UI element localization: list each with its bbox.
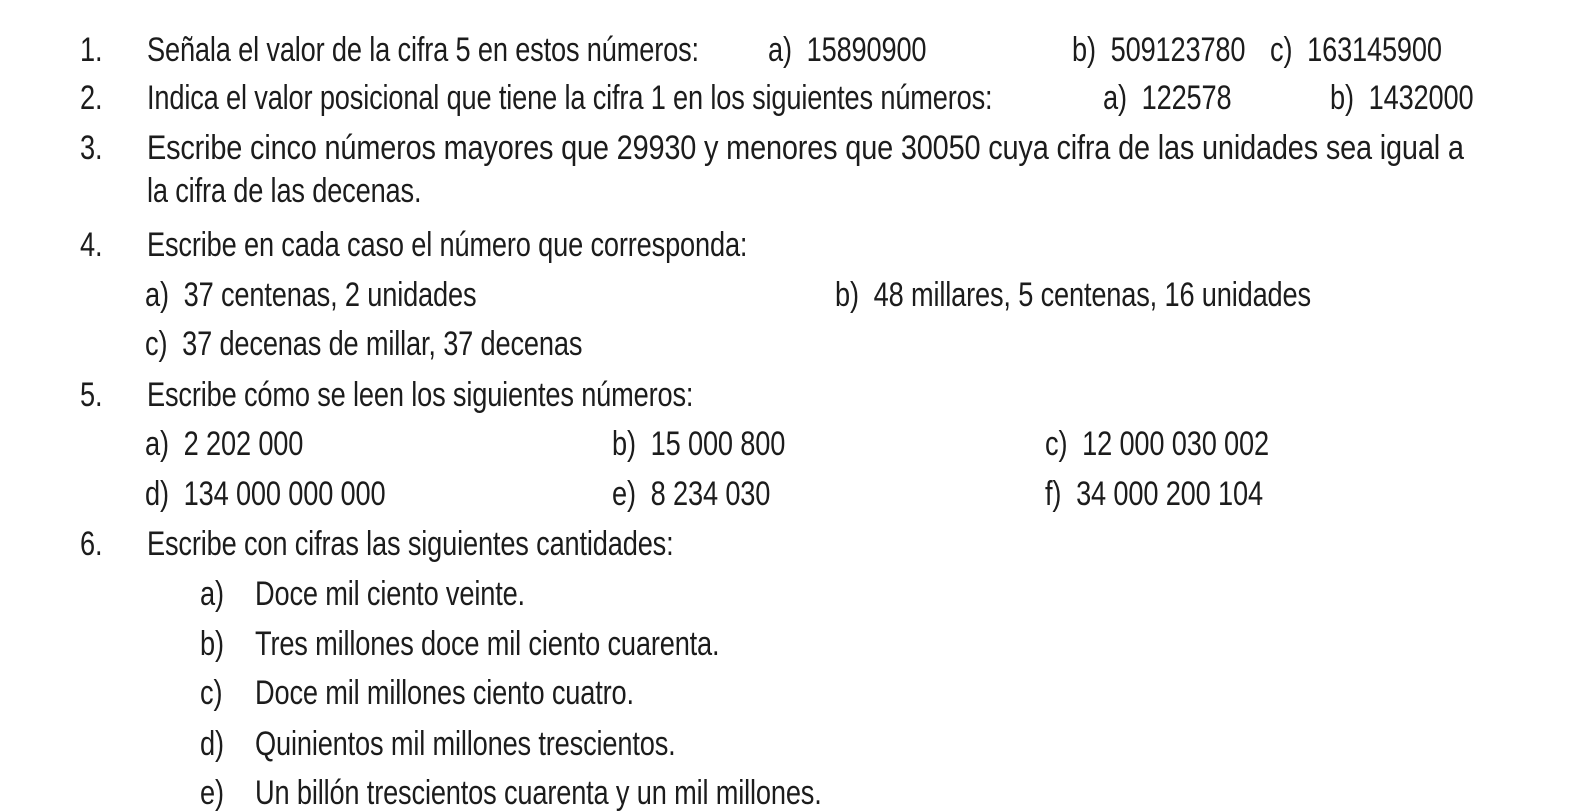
exercise-5-option-a: a) 2 202 000 [145, 425, 304, 463]
exercise-4-option-c: c) 37 decenas de millar, 37 decenas [145, 325, 583, 363]
exercise-3-number: 3. [80, 129, 103, 167]
exercise-6-text: Escribe con cifras las siguientes cantidades: [147, 525, 674, 563]
exercise-6-option-d-label: d) [200, 725, 224, 763]
exercise-1-option-a: a) 15890900 [768, 31, 927, 69]
exercise-1-option-c: c) 163145900 [1270, 31, 1442, 69]
exercise-5-option-e: e) 8 234 030 [612, 475, 771, 513]
exercise-5-option-c: c) 12 000 030 002 [1045, 425, 1269, 463]
exercise-2-option-b: b) 1432000 [1330, 79, 1474, 117]
exercise-1-number: 1. [80, 31, 103, 69]
exercise-4-option-a: a) 37 centenas, 2 unidades [145, 276, 477, 314]
exercise-6-option-a-label: a) [200, 575, 224, 613]
exercise-6-option-b-text: Tres millones doce mil ciento cuarenta. [255, 625, 720, 663]
exercise-6-option-b-label: b) [200, 625, 224, 663]
exercise-2-number: 2. [80, 79, 103, 117]
exercise-5-text: Escribe cómo se leen los siguientes números: [147, 376, 694, 414]
exercise-2-text: Indica el valor posicional que tiene la cifra 1 en los siguientes números: [147, 79, 993, 117]
exercise-5-number: 5. [80, 376, 103, 414]
exercise-6-option-a-text: Doce mil ciento veinte. [255, 575, 525, 613]
exercise-6-option-c-text: Doce mil millones ciento cuatro. [255, 674, 634, 712]
exercise-4-option-b: b) 48 millares, 5 centenas, 16 unidades [835, 276, 1311, 314]
exercise-2-option-a: a) 122578 [1103, 79, 1232, 117]
exercise-3-text-line2: la cifra de las decenas. [147, 172, 422, 210]
exercise-6-option-e-label: e) [200, 774, 224, 812]
exercise-5-option-f: f) 34 000 200 104 [1045, 475, 1263, 513]
exercise-4-text: Escribe en cada caso el número que corresponda: [147, 226, 748, 264]
exercise-4-number: 4. [80, 226, 103, 264]
exercise-6-option-e-text: Un billón trescientos cuarenta y un mil millones. [255, 774, 822, 812]
exercise-1-option-b: b) 509123780 [1072, 31, 1246, 69]
exercise-6-option-c-label: c) [200, 674, 223, 712]
exercise-1-text: Señala el valor de la cifra 5 en estos números: [147, 31, 699, 69]
exercise-3-text-line1: Escribe cinco números mayores que 29930 y menores que 30050 cuya cifra de las unidades sea igual a [147, 129, 1464, 167]
exercise-5-option-b: b) 15 000 800 [612, 425, 786, 463]
exercise-5-option-d: d) 134 000 000 000 [145, 475, 386, 513]
exercise-6-number: 6. [80, 525, 103, 563]
exercise-6-option-d-text: Quinientos mil millones trescientos. [255, 725, 676, 763]
